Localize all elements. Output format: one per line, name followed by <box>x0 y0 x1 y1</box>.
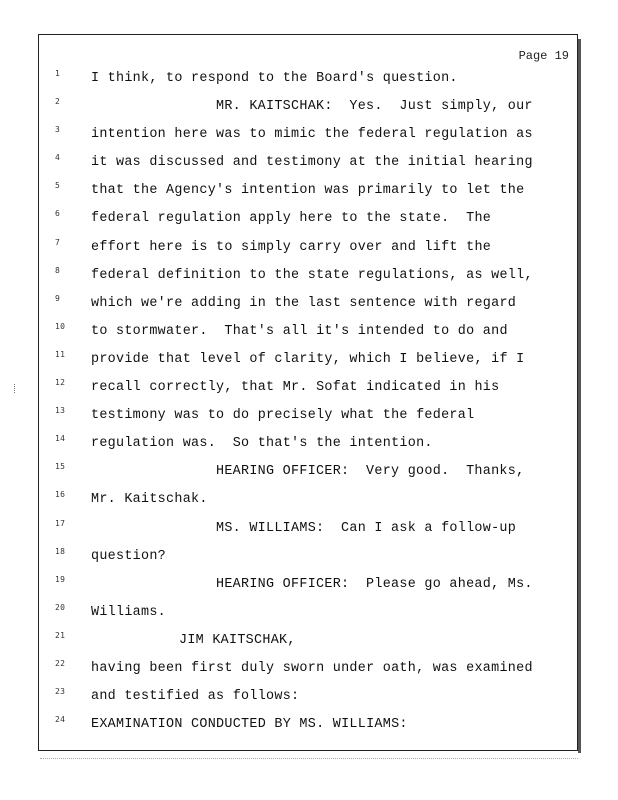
transcript-line <box>39 349 577 380</box>
line-text: that the Agency's intention was primarily to let the <box>91 183 525 199</box>
line-text: intention here was to mimic the federal regulation as <box>91 127 533 143</box>
transcript-lines <box>39 71 577 745</box>
transcript-line <box>39 408 577 436</box>
line-number: 20 <box>55 602 66 612</box>
line-text: HEARING OFFICER: Very good. Thanks, <box>216 464 525 480</box>
line-number: 7 <box>55 237 61 247</box>
line-text: MR. KAITSCHAK: Yes. Just simply, our <box>216 99 533 115</box>
transcript-line <box>39 464 577 492</box>
transcript-page <box>38 34 578 751</box>
bottom-rule <box>40 758 578 759</box>
transcript-line <box>39 71 577 99</box>
line-text: regulation was. So that's the intention. <box>91 436 433 452</box>
transcript-line <box>39 211 577 239</box>
line-text: federal definition to the state regulations, as well, <box>91 267 533 283</box>
line-number: 9 <box>55 293 61 303</box>
transcript-line <box>39 155 577 183</box>
transcript-line <box>39 602 577 633</box>
line-number: 1 <box>55 69 61 78</box>
transcript-line <box>39 518 577 549</box>
line-text: recall correctly, that Mr. Sofat indicated in his <box>91 380 500 396</box>
line-number: 16 <box>55 490 66 500</box>
line-text: MS. WILLIAMS: Can I ask a follow-up <box>216 520 517 536</box>
line-number: 15 <box>55 462 66 472</box>
line-number: 22 <box>55 658 66 668</box>
line-number: 11 <box>55 349 66 359</box>
line-number: 12 <box>55 378 66 388</box>
transcript-line <box>39 717 577 745</box>
line-number: 23 <box>55 687 66 697</box>
line-text: to stormwater. That's all it's intended to do and <box>91 323 508 339</box>
transcript-line <box>39 630 577 661</box>
transcript-line <box>39 293 577 324</box>
transcript-line <box>39 237 577 268</box>
transcript-line <box>39 492 577 520</box>
line-text: JIM KAITSCHAK, <box>179 632 296 648</box>
line-number: 2 <box>55 97 61 107</box>
line-text: it was discussed and testimony at the initial hearing <box>91 155 533 171</box>
line-number: 10 <box>55 321 66 331</box>
line-text: which we're adding in the last sentence with regard <box>91 295 517 311</box>
page-number: Page 19 <box>518 49 569 63</box>
transcript-line <box>39 689 577 717</box>
line-number: 18 <box>55 546 66 556</box>
line-text: I think, to respond to the Board's question. <box>91 71 458 86</box>
line-text: EXAMINATION CONDUCTED BY MS. WILLIAMS: <box>91 717 408 733</box>
line-text: testimony was to do precisely what the federal <box>91 408 475 424</box>
transcript-line <box>39 436 577 464</box>
transcript-line <box>39 321 577 352</box>
line-number: 8 <box>55 265 61 275</box>
transcript-line <box>39 127 577 155</box>
line-text: question? <box>91 548 167 564</box>
transcript-line <box>39 546 577 577</box>
line-text: HEARING OFFICER: Please go ahead, Ms. <box>216 576 533 592</box>
line-number: 24 <box>55 715 66 725</box>
line-number: 3 <box>55 125 61 135</box>
line-number: 6 <box>55 209 61 219</box>
line-number: 4 <box>55 153 61 163</box>
transcript-line <box>39 265 577 296</box>
transcript-line <box>39 658 577 689</box>
transcript-line <box>39 380 577 408</box>
margin-mark <box>14 384 18 393</box>
line-text: Williams. <box>91 604 167 620</box>
line-number: 17 <box>55 518 66 528</box>
transcript-line <box>39 99 577 127</box>
line-text: federal regulation apply here to the state. The <box>91 211 492 227</box>
line-number: 21 <box>55 630 66 640</box>
line-number: 14 <box>55 434 66 444</box>
line-number: 5 <box>55 181 61 191</box>
line-text: Mr. Kaitschak. <box>91 492 208 508</box>
line-text: and testified as follows: <box>91 689 300 705</box>
transcript-line <box>39 183 577 211</box>
line-text: provide that level of clarity, which I believe, if I <box>91 351 525 367</box>
line-text: having been first duly sworn under oath, was examined <box>91 660 533 676</box>
line-number: 19 <box>55 574 66 584</box>
transcript-line <box>39 574 577 605</box>
line-number: 13 <box>55 406 66 416</box>
line-text: effort here is to simply carry over and lift the <box>91 239 492 255</box>
